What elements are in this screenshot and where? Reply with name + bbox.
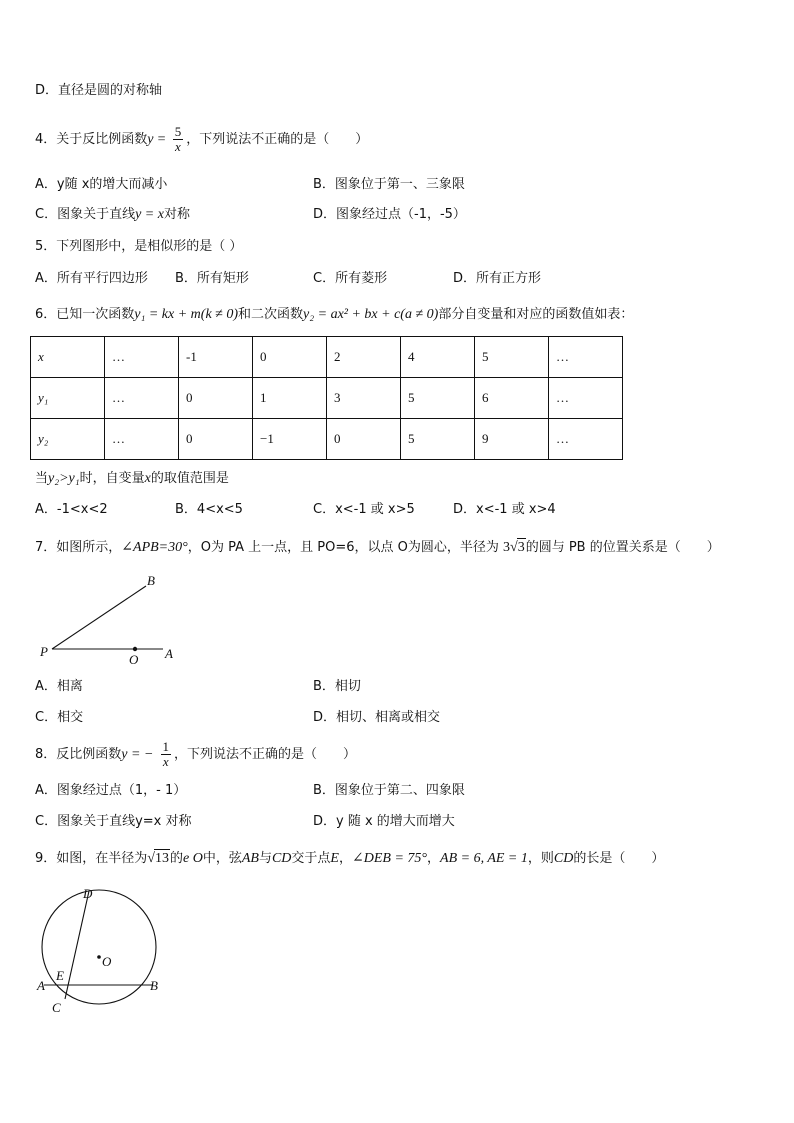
q4-option-c-post: 对称 — [163, 207, 190, 222]
q7-stem-p2: ，O为 PA 上一点，且 PO=6，以点 O为圆心，半径为 — [187, 540, 499, 555]
table-cell: 1 — [253, 378, 327, 419]
q6-stem-mid: 和二次函数 — [238, 307, 304, 322]
table-cell: 0 — [327, 419, 401, 460]
q9-circle-symbol: e O — [182, 851, 203, 866]
q9-lengths: AB = 6, AE = 1 — [440, 851, 528, 866]
q4-option-c-math: y = x — [135, 207, 164, 222]
table-cell: 2 — [327, 337, 401, 378]
q7-option-d: D．相切、相离或相交 — [313, 710, 441, 725]
q7-angle: ∠APB=30° — [121, 540, 188, 555]
table-cell: x — [31, 337, 105, 378]
q8-option-b: B．图象位于第二、四象限 — [313, 783, 465, 798]
q9-stem-p5: 交于点 — [291, 851, 331, 866]
q8-option-c: C．图象关于直线y=x 对称 — [35, 814, 192, 829]
q9-stem — [35, 849, 664, 868]
q4-option-b: B．图象位于第一、三象限 — [313, 177, 465, 192]
q5-option-c: C．所有菱形 — [313, 271, 388, 286]
q9-circle-figure — [30, 880, 170, 1020]
ray-pb — [52, 586, 146, 649]
table-cell: 0 — [179, 378, 253, 419]
table-row — [31, 337, 623, 378]
q7-option-c: C．相交 — [35, 710, 84, 725]
table-cell: −1 — [253, 419, 327, 460]
q9-cd-ref: CD — [553, 851, 574, 866]
q5-option-b: B．所有矩形 — [175, 271, 249, 286]
table-cell: 3 — [327, 378, 401, 419]
q7-option-b: B．相切 — [313, 679, 361, 694]
q9-radius: √13 — [147, 851, 169, 866]
q4-option-a: A．y随 x的增大而减小 — [35, 177, 168, 192]
circle-o — [42, 890, 156, 1004]
chord-cd — [65, 891, 89, 999]
q9-chord-cd: CD — [271, 851, 292, 866]
q9-radius-radicand: 13 — [154, 851, 169, 866]
q8-frac-num: 1 — [162, 739, 170, 754]
table-cell: y₂ — [31, 419, 105, 460]
q8-fraction — [161, 740, 172, 769]
table-cell: y₁ — [31, 378, 105, 419]
q6-option-d: D．x<-1 或 x>4 — [453, 502, 556, 517]
q9-stem-p6: ， — [338, 851, 352, 866]
q9-stem-p1: 9．如图，在半径为 — [35, 851, 148, 866]
q4-fn-eq: = — [157, 132, 166, 147]
q6-condition — [35, 470, 229, 488]
q7-angle-figure — [30, 570, 200, 670]
q6-cond-x: x — [144, 471, 151, 486]
table-cell: 4 — [401, 337, 475, 378]
point-o — [133, 647, 137, 651]
q9-stem-p8: ，则 — [527, 851, 554, 866]
q3-option-d: D．直径是圆的对称轴 — [35, 83, 163, 98]
q6-cond-post: 的取值范围是 — [150, 471, 229, 486]
table-cell: 5 — [401, 378, 475, 419]
q4-stem-pre: 4．关于反比例函数 — [35, 132, 148, 147]
q8-stem-pre: 8．反比例函数 — [35, 747, 122, 762]
q9-stem-p7: ， — [427, 851, 441, 866]
q8-frac-den: x — [162, 754, 169, 769]
label-b: B — [150, 978, 158, 993]
table-cell: -1 — [179, 337, 253, 378]
q4-frac-den: x — [175, 139, 181, 154]
q9-stem-p4: 与 — [258, 851, 272, 866]
label-o: O — [102, 954, 112, 969]
table-cell: … — [549, 419, 623, 460]
q8-option-a: A．图象经过点（1，- 1） — [35, 783, 187, 798]
label-o: O — [129, 652, 139, 667]
q8-stem-post: ，下列说法不正确的是（ ） — [174, 747, 357, 762]
table-cell: … — [105, 378, 179, 419]
q4-stem — [35, 125, 368, 155]
q7-radius: 3√3 — [503, 540, 525, 555]
table-cell: 0 — [179, 419, 253, 460]
q6-stem — [35, 306, 633, 324]
q9-stem-p2: 的 — [169, 851, 183, 866]
table-row — [31, 419, 623, 460]
q6-quadratic-fn: y₂ = ax² + bx + c(a ≠ 0) — [303, 307, 439, 322]
label-e: E — [56, 968, 64, 983]
q6-value-table — [30, 336, 623, 460]
q5-stem: 5．下列图形中，是相似形的是（ ） — [35, 239, 243, 254]
q6-option-a: A．-1<x<2 — [35, 502, 108, 517]
q6-option-b: B．4<x<5 — [175, 502, 243, 517]
q6-linear-fn: y₁ = kx + m(k ≠ 0) — [134, 307, 239, 322]
q8-stem — [35, 740, 356, 770]
q7-radius-radicand: 3 — [517, 540, 525, 555]
q7-stem-p1: 7．如图所示， — [35, 540, 122, 555]
table-cell: 5 — [475, 337, 549, 378]
table-cell: 9 — [475, 419, 549, 460]
q4-stem-post: ，下列说法不正确的是（ ） — [186, 132, 369, 147]
label-c: C — [52, 1000, 61, 1015]
label-b: B — [147, 573, 155, 588]
label-d: D — [83, 886, 93, 901]
table-row — [31, 378, 623, 419]
q9-point-e: E — [330, 851, 339, 866]
table-cell: … — [549, 378, 623, 419]
table-cell: … — [105, 337, 179, 378]
table-cell: 0 — [253, 337, 327, 378]
q4-option-c — [35, 206, 190, 224]
q6-cond-pre: 当 — [35, 471, 49, 486]
q8-fn: y = − — [121, 747, 154, 762]
q9-angle: ∠DEB = 75° — [352, 851, 427, 866]
table-cell: … — [105, 419, 179, 460]
table-cell: … — [549, 337, 623, 378]
q6-cond-math: y₂>y₁ — [48, 471, 80, 486]
q4-frac-num: 5 — [174, 124, 182, 139]
q6-cond-mid: 时，自变量 — [79, 471, 145, 486]
q5-option-d: D．所有正方形 — [453, 271, 542, 286]
q8-option-d: D．y 随 x 的增大而增大 — [313, 814, 455, 829]
q5-option-a: A．所有平行四边形 — [35, 271, 148, 286]
q9-stem-p3: 中，弦 — [202, 851, 242, 866]
q4-option-c-pre: C．图象关于直线 — [35, 207, 136, 222]
label-a: A — [37, 978, 45, 993]
q7-stem-p3: 的圆与 PB 的位置关系是（ ） — [525, 540, 720, 555]
q4-option-d: D．图象经过点（-1，-5） — [313, 207, 466, 222]
q6-stem-pre: 6．已知一次函数 — [35, 307, 135, 322]
q6-stem-post: 部分自变量和对应的函数值如表： — [438, 307, 634, 322]
q7-radius-coef: 3 — [503, 540, 510, 555]
q7-option-a: A．相离 — [35, 679, 83, 694]
q7-stem — [35, 538, 720, 557]
q9-stem-p9: 的长是（ ） — [573, 851, 665, 866]
q4-fn-y: y — [147, 132, 154, 147]
label-p: P — [40, 644, 48, 659]
label-a: A — [165, 646, 173, 661]
center-o — [97, 955, 101, 959]
q4-fraction — [173, 125, 184, 154]
q6-option-c: C．x<-1 或 x>5 — [313, 502, 415, 517]
table-cell: 5 — [401, 419, 475, 460]
q9-chord-ab: AB — [241, 851, 259, 866]
table-cell: 6 — [475, 378, 549, 419]
